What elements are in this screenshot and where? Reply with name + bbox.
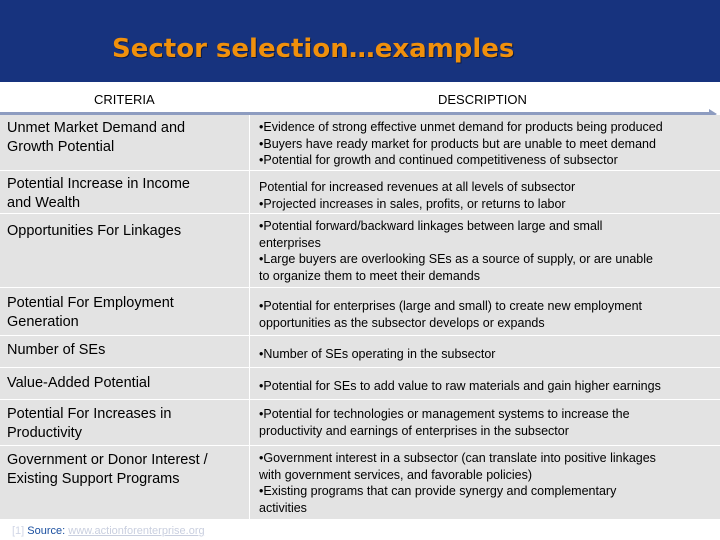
criteria-cell: Potential For Employment Generation <box>7 295 174 330</box>
source-footnote <box>12 525 205 537</box>
column-divider <box>249 336 250 367</box>
table-row <box>0 171 720 214</box>
column-divider <box>249 288 250 335</box>
table-row <box>0 214 720 288</box>
source-link[interactable]: www.actionforenterprise.org <box>68 525 205 537</box>
description-cell: •Evidence of strong effective unmet demand for products being produced •Buyers have ready market for products but are unable to meet demand •Potential for growth and continued competitiveness of subsector <box>259 120 663 167</box>
column-header-criteria: CRITERIA <box>94 92 155 107</box>
table-row <box>0 368 720 400</box>
criteria-cell: Unmet Market Demand and Growth Potential <box>7 120 186 155</box>
description-cell: •Potential for technologies or management systems to increase the productivity and earnings of enterprises in the subsector <box>259 407 630 438</box>
criteria-cell: Opportunities For Linkages <box>7 223 182 239</box>
criteria-table <box>0 115 720 520</box>
criteria-cell: Government or Donor Interest / Existing Support Programs <box>7 452 208 487</box>
column-divider <box>249 171 250 213</box>
criteria-cell: Potential Increase in Income and Wealth <box>7 176 190 211</box>
criteria-cell: Potential For Increases in Productivity <box>7 406 172 441</box>
footnote-marker: [1] <box>12 525 25 537</box>
description-cell: •Potential forward/backward linkages between large and small enterprises •Large buyers are overlooking SEs as a source of supply, or are unable to organize them to meet their demands <box>259 219 653 283</box>
column-divider <box>249 115 250 170</box>
criteria-cell: Number of SEs <box>7 342 106 358</box>
table-row <box>0 288 720 336</box>
source-label: Source: <box>27 525 66 537</box>
column-divider <box>249 368 250 399</box>
column-divider <box>249 400 250 445</box>
description-cell: •Potential for SEs to add value to raw materials and gain higher earnings <box>259 379 661 393</box>
description-cell: •Government interest in a subsector (can translate into positive linkages with government services, and favorable policies) •Existing programs that can provide synergy and complementary activities <box>259 451 656 515</box>
table-row <box>0 115 720 171</box>
criteria-cell: Value-Added Potential <box>7 375 151 391</box>
column-divider <box>249 214 250 287</box>
table-row <box>0 336 720 368</box>
column-divider <box>249 446 250 519</box>
description-cell: •Number of SEs operating in the subsector <box>259 347 496 361</box>
table-row <box>0 400 720 446</box>
column-header-description: DESCRIPTION <box>438 92 527 107</box>
description-cell: •Potential for enterprises (large and small) to create new employment opportunities as the subsector develops or expands <box>259 299 643 330</box>
slide-title: Sector selection…examples <box>112 34 515 64</box>
table-row <box>0 446 720 520</box>
description-cell: Potential for increased revenues at all levels of subsector •Projected increases in sales, profits, or returns to labor <box>259 180 576 211</box>
